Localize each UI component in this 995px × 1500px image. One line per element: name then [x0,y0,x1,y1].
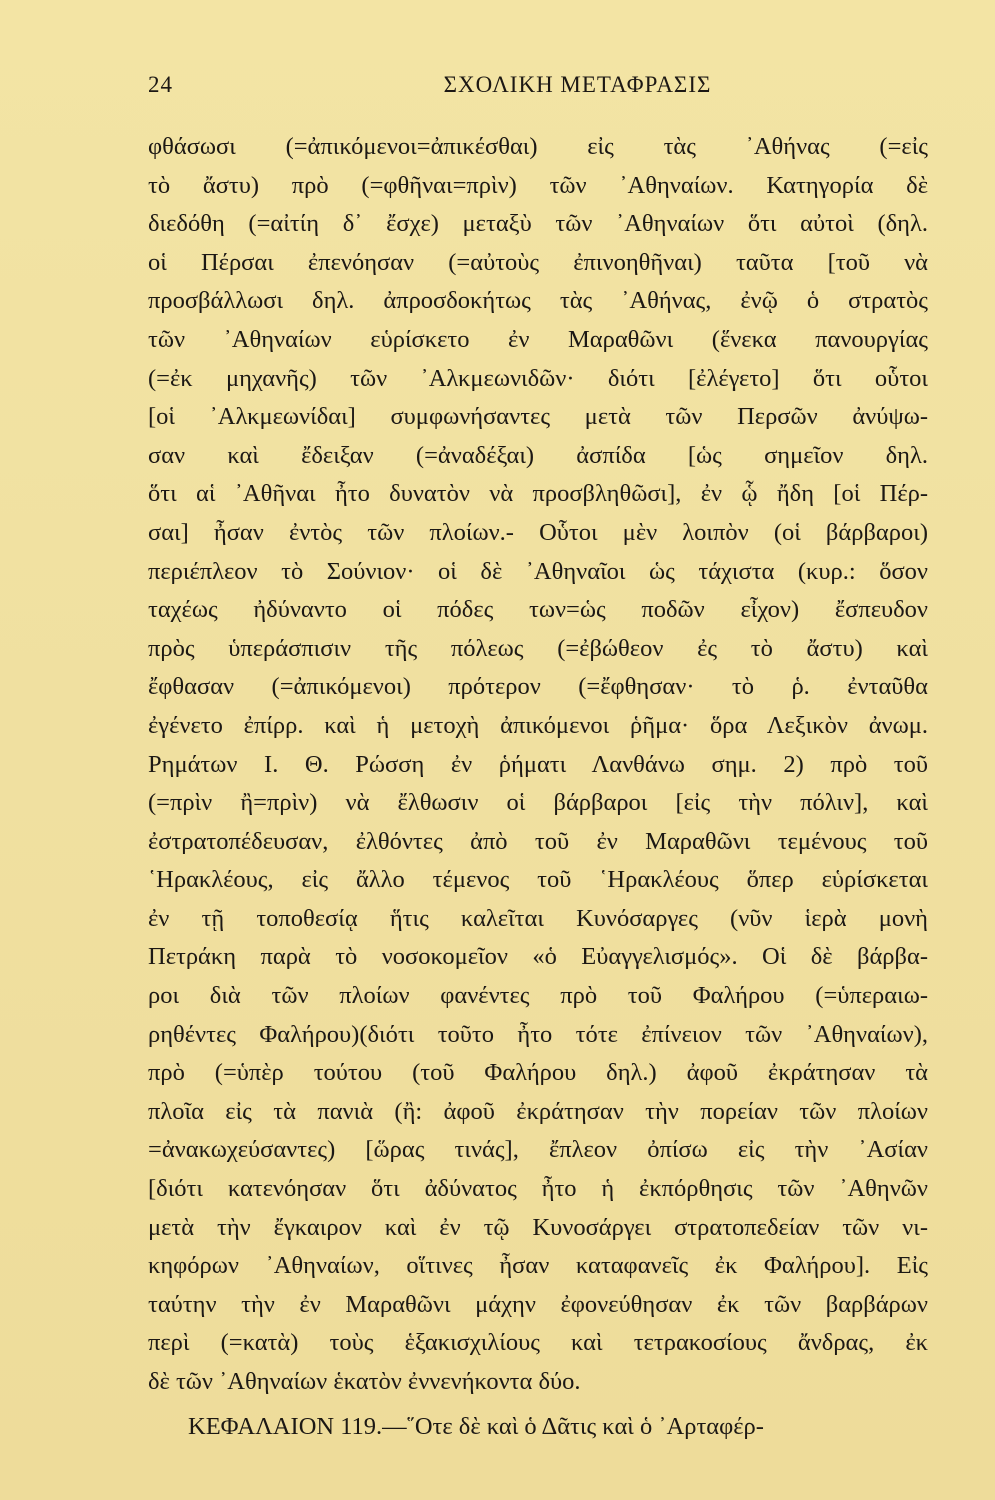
page-number: 24 [148,72,173,97]
text-line: ὅτι αἱ ᾿Αθῆναι ἦτο δυνατὸν νὰ προσβληθῶσι], ἐν ᾧ ἤδη [οἱ Πέρ- [148,480,928,508]
text-line: ροι διὰ τῶν πλοίων φανέντες πρὸ τοῦ Φαλήρου (=ὑπεραιω- [148,982,928,1010]
text-line: ταύτην τὴν ἐν Μαραθῶνι μάχην ἐφονεύθησαν ἐκ τῶν βαρβάρων [148,1290,928,1318]
text-line: φθάσωσι (=ἀπικόμενοι=ἀπικέσθαι) εἰς τὰς ᾿Αθήνας (=εἰς [148,133,928,160]
paragraph-end-line: δὲ τῶν ᾿Αθηναίων ἑκατὸν ἐννενήκοντα δύο. [148,1368,581,1395]
text-line: [οἱ ᾿Αλκμεωνίδαι] συμφωνήσαντες μετὰ τῶν Περσῶν ἀνύψω- [148,403,928,431]
running-title: ΣΧΟΛΙΚΗ ΜΕΤΑΦΡΑΣΙΣ [443,72,712,97]
text-line: ἐστρατοπέδευσαν, ἐλθόντες ἀπὸ τοῦ ἐν Μαραθῶνι τεμένους τοῦ [148,827,928,855]
text-line: περὶ (=κατὰ) τοὺς ἑξακισχιλίους καὶ τετρακοσίους ἄνδρας, ἐκ [148,1329,928,1357]
text-line: ἐγένετο ἐπίρρ. καὶ ἡ μετοχὴ ἀπικόμενοι ῥῆμα· ὅρα Λεξικὸν ἀνωμ. [148,711,928,739]
text-line: ρηθέντες Φαλήρου)(διότι τοῦτο ἦτο τότε ἐπίνειον τῶν ᾿Αθηναίων), [148,1020,928,1048]
text-line: [διότι κατενόησαν ὅτι ἀδύνατος ἦτο ἡ ἐκπόρθησις τῶν ᾿Αθηνῶν [148,1175,928,1203]
body-text [148,128,928,1446]
text-line: (=ἐκ μηχανῆς) τῶν ᾿Αλκμεωνιδῶν· διότι [ἐλέγετο] ὅτι οὗτοι [148,364,928,392]
text-line: ἔφθασαν (=ἀπικόμενοι) πρότερον (=ἔφθησαν· τὸ ῥ. ἐνταῦθα [148,673,928,701]
text-line: ῾Ηρακλέους, εἰς ἄλλο τέμενος τοῦ ῾Ηρακλέους ὅπερ εὑρίσκεται [148,866,928,894]
text-line: τῶν ᾿Αθηναίων εὑρίσκετο ἐν Μαραθῶνι (ἕνεκα πανουργίας [148,325,928,353]
text-line: τὸ ἄστυ) πρὸ (=φθῆναι=πρὶν) τῶν ᾿Αθηναίων. Κατηγορία δὲ [148,171,928,199]
text-line: ἐν τῇ τοποθεσίᾳ ἥτις καλεῖται Κυνόσαργες (νῦν ἱερὰ μονὴ [148,904,928,932]
text-line: ταχέως ἠδύναντο οἱ πόδες των=ὡς ποδῶν εἶχον) ἔσπευδον [148,596,928,624]
text-line: οἱ Πέρσαι ἐπενόησαν (=αὐτοὺς ἐπινοηθῆναι) ταῦτα [τοῦ νὰ [148,248,928,276]
text-line: πρὸς ὑπεράσπισιν τῆς πόλεως (=ἐβώθεον ἐς τὸ ἄστυ) καὶ [148,634,928,662]
text-line: Ρημάτων Ι. Θ. Ρώσση ἐν ῥήματι Λανθάνω σημ. 2) πρὸ τοῦ [148,750,928,778]
text-line: σαν καὶ ἔδειξαν (=ἀναδέξαι) ἀσπίδα [ὡς σημεῖον δηλ. [148,441,928,469]
text-line: προσβάλλωσι δηλ. ἀπροσδοκήτως τὰς ᾿Αθήνας, ἐνῷ ὁ στρατὸς [148,287,928,315]
text-line: Πετράκη παρὰ τὸ νοσοκομεῖον «ὁ Εὐαγγελισμός». Οἱ δὲ βάρβα- [148,943,928,971]
text-line: πλοῖα εἰς τὰ πανιὰ (ἢ: ἀφοῦ ἐκράτησαν τὴν πορείαν τῶν πλοίων [148,1097,928,1125]
text-line: μετὰ τὴν ἔγκαιρον καὶ ἐν τῷ Κυνοσάργει στρατοπεδείαν τῶν νι- [148,1213,928,1241]
chapter-heading-line: ΚΕΦΑΛΑΙΟΝ 119.—῞Οτε δὲ καὶ ὁ Δᾶτις καὶ ὁ ᾿Αρταφέρ- [188,1412,764,1440]
text-line: (=πρὶν ἢ=πρὶν) νὰ ἔλθωσιν οἱ βάρβαροι [εἰς τὴν πόλιν], καὶ [148,789,928,817]
text-line: σαι] ἦσαν ἐντὸς τῶν πλοίων.- Οὗτοι μὲν λοιπὸν (οἱ βάρβαροι) [148,518,928,546]
text-line: διεδόθη (=αἰτίη δ᾿ ἔσχε) μεταξὺ τῶν ᾿Αθηναίων ὅτι αὐτοὶ (δηλ. [148,210,928,238]
text-line: περιέπλεον τὸ Σούνιον· οἱ δὲ ᾿Αθηναῖοι ὡς τάχιστα (κυρ.: ὅσον [148,557,928,585]
text-line: κηφόρων ᾿Αθηναίων, οἵτινες ἦσαν καταφανεῖς ἐκ Φαλήρου]. Εἰς [148,1252,928,1280]
page-header [148,72,847,104]
text-line: πρὸ (=ὑπὲρ τούτου (τοῦ Φαλήρου δηλ.) ἀφοῦ ἐκράτησαν τὰ [148,1059,928,1087]
text-line: =ἀνακωχεύσαντες) [ὥρας τινάς], ἔπλεον ὀπίσω εἰς τὴν ᾿Ασίαν [148,1136,928,1164]
